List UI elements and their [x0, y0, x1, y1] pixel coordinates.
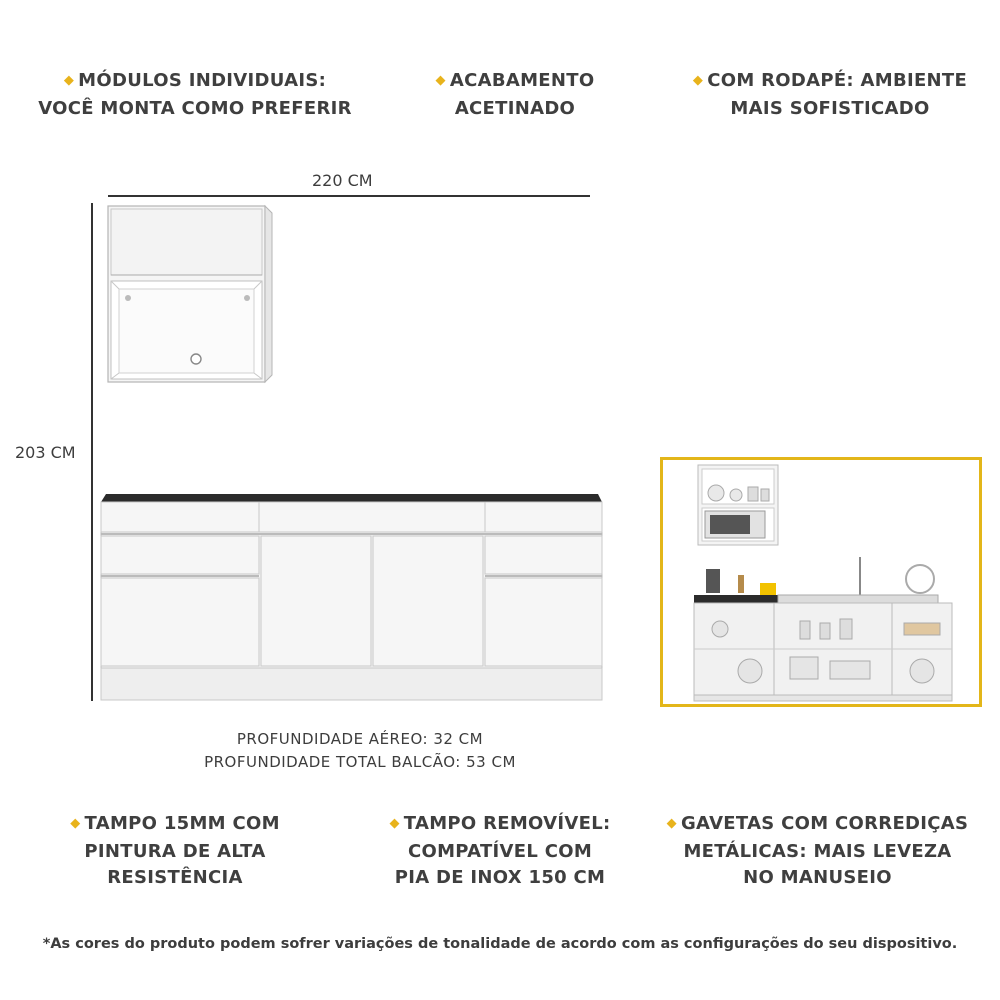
feature-gavetas: ◆ GAVETAS COM CORREDIÇAS METÁLICAS: MAIS LEVEZA NO MANUSEIO — [666, 813, 969, 888]
width-dimension-label: 220 CM — [312, 171, 373, 190]
feature-modulos: ◆ MÓDULOS INDIVIDUAIS: VOCÊ MONTA COMO PREFERIR — [38, 70, 352, 119]
diamond-bullet-icon: ◆ — [435, 73, 446, 88]
diamond-bullet-icon: ◆ — [63, 73, 75, 88]
furnished-kitchen-preview — [660, 457, 982, 707]
depth-info: PROFUNDIDADE AÉREO: 32 CM PROFUNDIDADE TOTAL BALCÃO: 53 CM — [204, 730, 516, 771]
color-disclaimer: *As cores do produto podem sofrer variações de tonalidade de acordo com as configurações do seu dispositivo. — [42, 936, 958, 952]
diamond-bullet-icon: ◆ — [70, 816, 81, 831]
diamond-bullet-icon: ◆ — [692, 73, 704, 88]
feature-rodape: ◆ COM RODAPÉ: AMBIENTE MAIS SOFISTICADO — [692, 70, 968, 119]
feature-acabamento: ◆ ACABAMENTO ACETINADO — [435, 70, 595, 119]
feature-tampo-removivel: ◆ TAMPO REMOVÍVEL: COMPATÍVEL COM PIA DE INOX 150 CM — [389, 813, 611, 888]
diamond-bullet-icon: ◆ — [666, 816, 677, 831]
height-dimension-line — [91, 203, 93, 701]
height-dimension-label: 203 CM — [15, 443, 76, 462]
feature-tampo-15mm: ◆ TAMPO 15MM COM PINTURA DE ALTA RESISTÊNCIA — [70, 813, 280, 888]
base-cabinet-drawing — [98, 492, 604, 704]
diamond-bullet-icon: ◆ — [389, 816, 400, 831]
upper-cabinet-drawing — [105, 203, 275, 385]
width-dimension-line — [108, 195, 590, 197]
